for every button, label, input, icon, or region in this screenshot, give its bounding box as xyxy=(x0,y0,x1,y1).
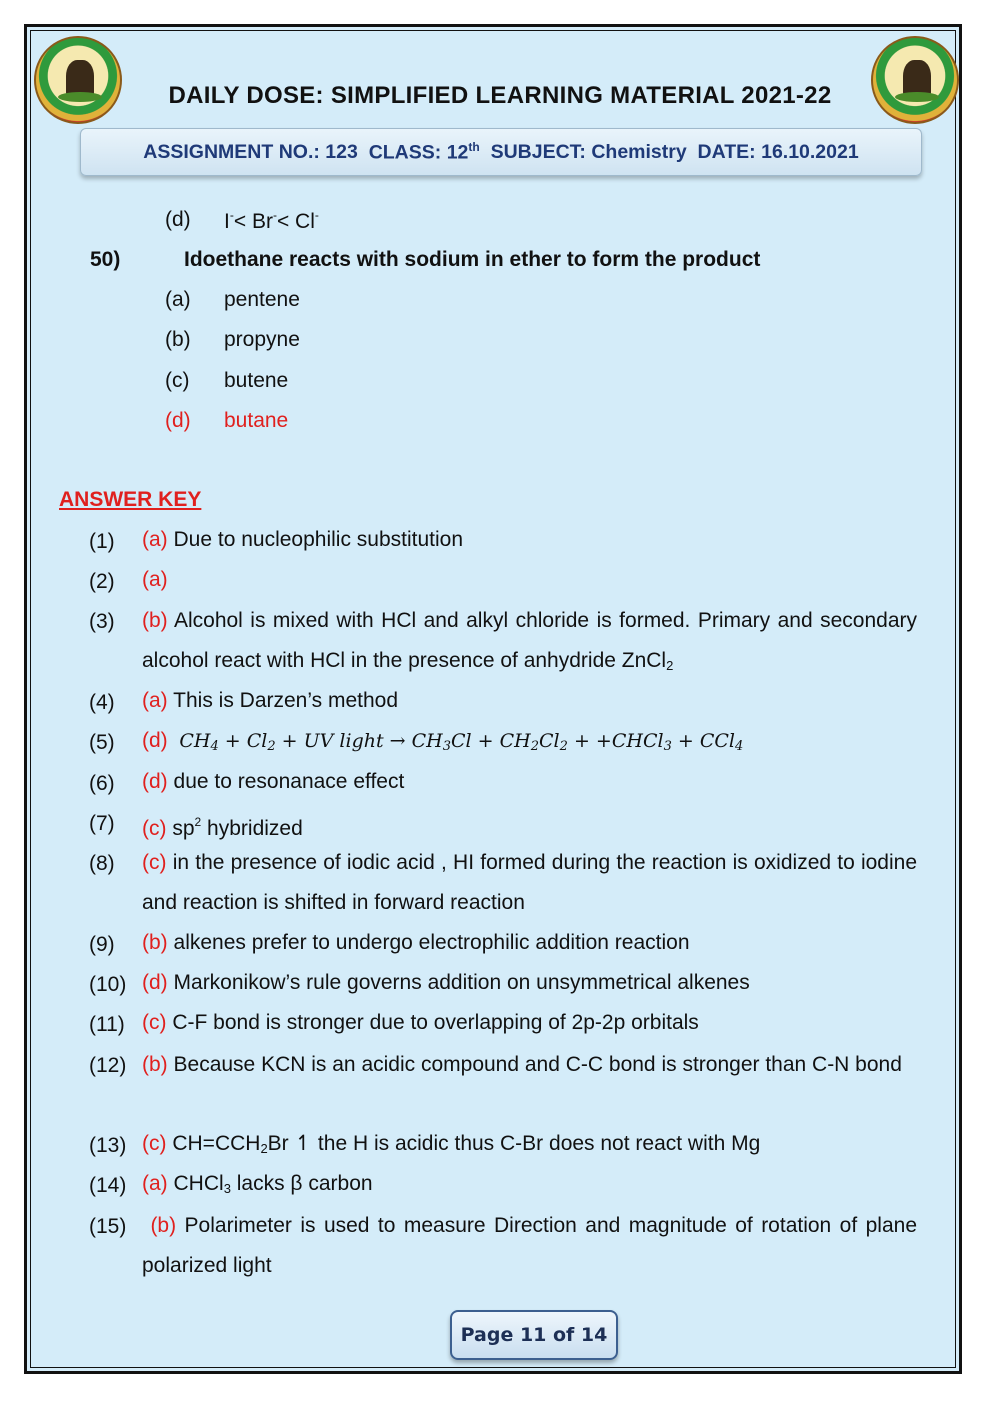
option-c-label: (c) xyxy=(165,369,190,392)
school-logo-left-icon xyxy=(34,36,122,124)
option-b-text: propyne xyxy=(224,328,300,351)
answer-8-num: (8) xyxy=(89,852,115,875)
option-b-label: (b) xyxy=(165,328,191,351)
page-title: DAILY DOSE: SIMPLIFIED LEARNING MATERIAL 2021-22 xyxy=(168,82,832,109)
answer-1-num: (1) xyxy=(89,530,115,553)
option-a-label: (a) xyxy=(165,288,191,311)
answer-key-heading: ANSWER KEY xyxy=(59,488,202,511)
answer-3-num: (3) xyxy=(89,610,115,633)
answer-14-num: (14) xyxy=(89,1174,127,1197)
assignment-info-bar xyxy=(80,128,922,176)
date-label: DATE: 16.10.2021 xyxy=(697,140,859,163)
answer-12-num: (12) xyxy=(89,1054,127,1077)
answer-9-num: (9) xyxy=(89,933,115,956)
option-c-text: butene xyxy=(224,369,289,392)
question-number: 50) xyxy=(90,248,121,271)
answer-8-text: (c) in the presence of iodic acid , HI formed during the reaction is oxidized to iodine and reaction is shifted in forward reaction xyxy=(142,851,917,914)
answer-14-text: (a) CHCl$_3$ lacks β carbon xyxy=(142,1172,373,1196)
answer-10-text: (d) Markonikow’s rule governs addition on unsymmetrical alkenes xyxy=(142,971,750,994)
answer-2-num: (2) xyxy=(89,570,115,593)
answer-9-text: (b) alkenes prefer to undergo electrophilic addition reaction xyxy=(142,931,690,954)
answer-7-num: (7) xyxy=(89,812,115,835)
answer-6-text: (d) due to resonanace effect xyxy=(142,770,405,793)
option-a-text: pentene xyxy=(224,288,300,311)
answer-2-text: (a) xyxy=(142,568,168,591)
answer-13-num: (13) xyxy=(89,1134,127,1157)
answer-12-text: (b) Because KCN is an acidic compound and C-C bond is stronger than C-N bond xyxy=(142,1053,902,1076)
subject-label: SUBJECT: Chemistry xyxy=(490,140,687,163)
prev-option-label: (d) xyxy=(165,208,191,231)
answer-5-equation: (d) $CH_4 + Cl_2$ + UV light → $CH_3Cl + CH_2Cl_2$ + +CHCl$_3$ + CCl$_4$ xyxy=(142,729,744,754)
answer-1-text: (a) Due to nucleophilic substitution xyxy=(142,528,464,551)
assignment-number: ASSIGNMENT NO.: 123 xyxy=(143,140,358,163)
answer-5-num: (5) xyxy=(89,731,115,754)
answer-4-text: (a) This is Darzen’s method xyxy=(142,689,399,712)
answer-6-num: (6) xyxy=(89,772,115,795)
answer-13-text: (c) $CH=CCH_2Br$ ↿ the H is acidic thus C-Br does not react with Mg xyxy=(142,1132,761,1156)
answer-15-num: (15) xyxy=(89,1215,127,1238)
class-label: CLASS: 12th xyxy=(368,139,480,164)
option-d-label: (d) xyxy=(165,409,191,432)
option-d-text: butane xyxy=(224,409,289,432)
page-number-badge: Page 11 of 14 xyxy=(450,1310,618,1360)
answer-10-num: (10) xyxy=(89,973,127,996)
answer-4-num: (4) xyxy=(89,691,115,714)
answer-15-text: (b) Polarimeter is used to measure Direction and magnitude of rotation of plane polarized light xyxy=(142,1214,917,1277)
answer-7-text: (c) $sp^2$ hybridized xyxy=(142,815,303,840)
question-text: Idoethane reacts with sodium in ether to form the product xyxy=(184,248,761,271)
answer-11-num: (11) xyxy=(89,1013,125,1036)
answer-11-text: (c) C-F bond is stronger due to overlapping of 2p-2p orbitals xyxy=(142,1011,699,1034)
school-logo-right-icon xyxy=(871,36,959,124)
prev-option-text: I-< Br-< Cl- xyxy=(224,208,319,233)
answer-3-text: (b) Alcohol is mixed with HCl and alkyl chloride is formed. Primary and secondary alcohol react with HCl in the presence of anhydride ZnCl$_2$ xyxy=(142,609,917,673)
